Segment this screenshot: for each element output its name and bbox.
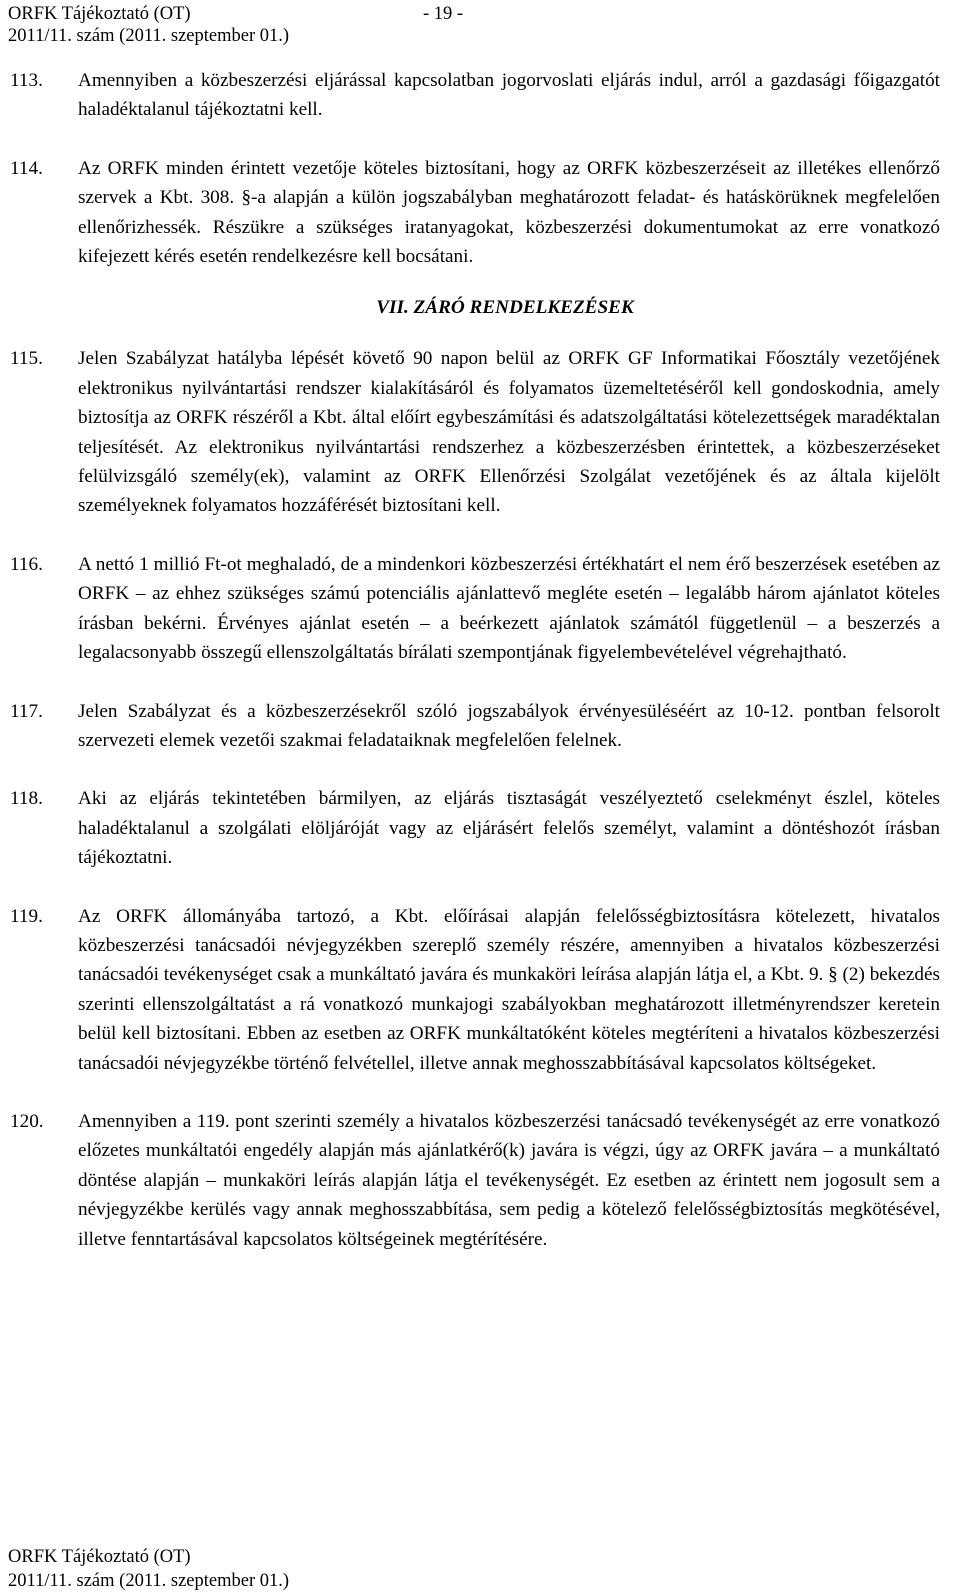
paragraph-text: Jelen Szabályzat és a közbeszerzésekről szóló jogszabályok érvényesüléséért az 10-12. pontban felsorolt szervezeti elemek vezetői szakmai feladataiknak megfelelően felelnek. bbox=[78, 700, 940, 751]
paragraph-119 bbox=[10, 902, 940, 1078]
header-issue: 2011/11. szám (2011. szeptember 01.) bbox=[8, 26, 290, 46]
paragraph-number: 113. bbox=[10, 70, 43, 91]
page-header bbox=[8, 0, 608, 56]
paragraph-117 bbox=[10, 697, 940, 756]
paragraph-number: 116. bbox=[10, 553, 43, 575]
header-publication: ORFK Tájékoztató (OT) bbox=[8, 4, 191, 24]
paragraph-text: Az ORFK minden érintett vezetője köteles biztosítani, hogy az ORFK közbeszerzéseit az illetékes ellenőrző szervek a Kbt. 308. §-a alapján a külön jogszabályban meghatározott feladat- és hatáskörüknek megfelelően ellenőrizhessék. Részükre a szükséges iratanyagokat, közbeszerzési dokumentumokat az erre vonatkozó kifejezett kérés esetén rendelkezésre kell bocsátani. bbox=[78, 157, 940, 268]
page-number: - 19 - bbox=[423, 4, 464, 24]
paragraph-115 bbox=[10, 344, 940, 520]
paragraph-number: 118. bbox=[10, 788, 43, 810]
paragraph-text: Amennyiben a közbeszerzési eljárással kapcsolatban jogorvoslati eljárás indul, arról a gazdasági főigazgatót haladéktalanul tájékoztatni kell. bbox=[78, 70, 940, 121]
paragraph-text: Amennyiben a 119. pont szerinti személy a hivatalos közbeszerzési tanácsadó tevékenységét az erre vonatkozó előzetes munkáltatói engedély alapján más ajánlatkérő(k) javára is végzi, úgy az ORFK javára – a munkáltató döntése alapján – munkaköri leírás alapján látja el tevékenységét. Ez esetben az érintett nem jogosult sem a névjegyzékbe kerülés vagy annak meghosszabbítása, sem pedig a kötelező felelősségbiztosítás megkötésével, illetve fenntartásával kapcsolatos költségeinek megtérítésére. bbox=[78, 1110, 940, 1250]
paragraph-text: A nettó 1 millió Ft-ot meghaladó, de a mindenkori közbeszerzési értékhatárt el nem érő beszerzések esetében az ORFK – az ehhez szükséges számú potenciális ajánlattevő megléte esetén – legalább három ajánlatot köteles írásban bekérni. Érvényes ajánlat esetén – a beérkezett ajánlatok számától függetlenül – a beszerzés a legalacsonyabb összegű ellenszolgáltatás bírálati szempontjának figyelembevételével végrehajtható. bbox=[78, 553, 940, 664]
paragraph-number: 114. bbox=[10, 157, 43, 179]
paragraph-number: 119. bbox=[10, 905, 43, 927]
section-title: VII. ZÁRÓ RENDELKEZÉSEK bbox=[376, 297, 634, 319]
paragraph-number: 115. bbox=[10, 348, 43, 370]
paragraph-116 bbox=[10, 550, 940, 668]
paragraph-text: Az ORFK állományába tartozó, a Kbt. előírásai alapján felelősségbiztosításra kötelezett, hivatalos közbeszerzési tanácsadói névjegyzékben szereplő személy részére, amennyiben a hivatalos közbeszerzési tanácsadói tevékenységet csak a munkáltató javára és munkaköri leírása alapján látja el, a Kbt. 9. § (2) bekezdés szerinti ellenszolgáltatást a rá vonatkozó munkajogi szabályokban meghatározott illetményrendszer keretein belül kell biztosítani. Ebben az esetben az ORFK munkáltatóként köteles megtéríteni a hivatalos közbeszerzési tanácsadói névjegyzékbe történő felvétellel, illetve annak meghosszabbításával kapcsolatos költségeket. bbox=[78, 905, 941, 1074]
paragraph-114 bbox=[10, 154, 940, 272]
paragraph-text: Aki az eljárás tekintetében bármilyen, az eljárás tisztaságát veszélyeztető cselekményt észlel, köteles haladéktalanul a szolgálati elöljáróját vagy az eljárásért felelős személyt, valamint a döntéshozót írásban tájékoztatni. bbox=[78, 788, 940, 869]
paragraph-120 bbox=[10, 1107, 940, 1254]
paragraph-text: Jelen Szabályzat hatályba lépését követő 90 napon belül az ORFK GF Informatikai Főosztály vezetőjének elektronikus nyilvántartási rendszer kialakításáról és folyamatos üzemeltetéséről kell gondoskodnia, amely biztosítja az ORFK részéről a Kbt. által előírt egybeszámítási és adatszolgáltatási kötelezettségek maradéktalan teljesítését. Az elektronikus nyilvántartási rendszerhez a közbeszerzésben érintettek, a közbeszerzéseket felülvizsgáló személy(ek), valamint az ORFK Ellenőrzési Szolgálat vezetőjének és az általa kijelölt személyeknek folyamatos hozzáférését biztosítani kell. bbox=[78, 348, 940, 517]
paragraph-118 bbox=[10, 784, 940, 872]
page-footer bbox=[8, 1545, 289, 1593]
footer-publication: ORFK Tájékoztató (OT) bbox=[8, 1547, 191, 1567]
paragraph-number: 120. bbox=[10, 1110, 44, 1132]
document-body bbox=[10, 66, 940, 1283]
paragraph-number: 117. bbox=[10, 700, 43, 722]
paragraph-113 bbox=[10, 66, 940, 125]
footer-issue: 2011/11. szám (2011. szeptember 01.) bbox=[8, 1571, 290, 1591]
